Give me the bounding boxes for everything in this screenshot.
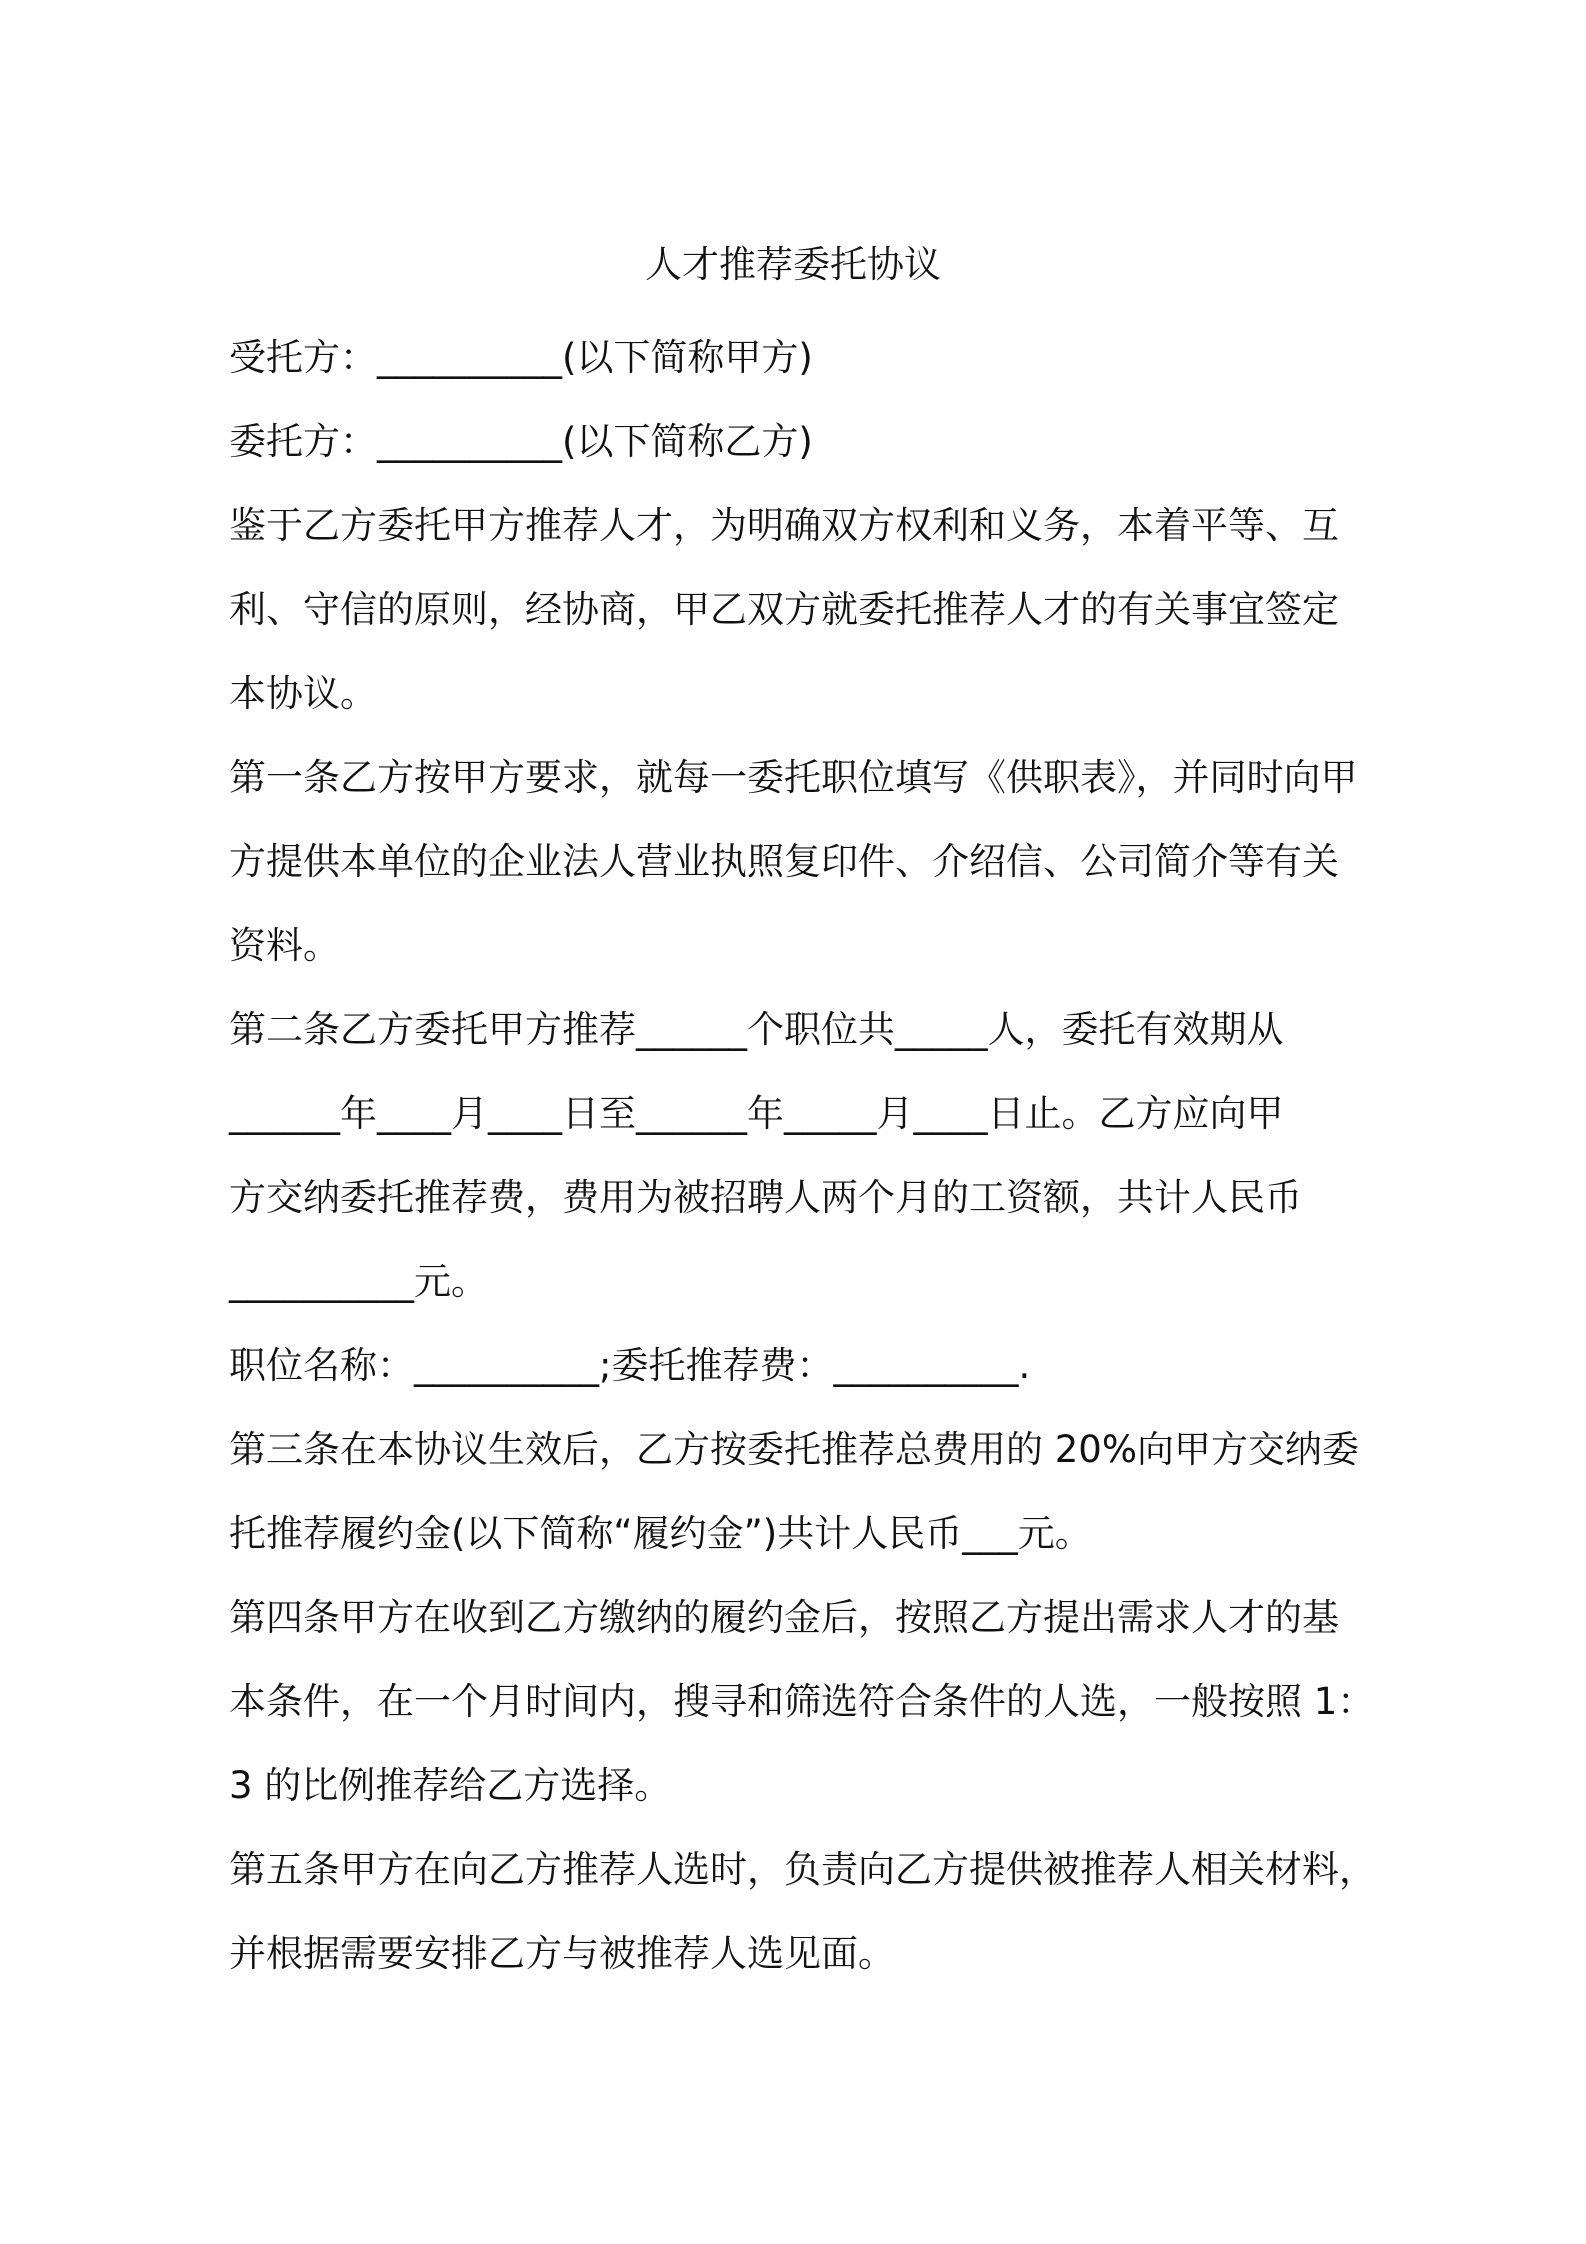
text-line: 利、守信的原则，经协商，甲乙双方就委托推荐人才的有关事宜签定 [229, 588, 1339, 631]
text-line: 第二条乙方委托甲方推荐______个职位共_____人，委托有效期从 [229, 1008, 1284, 1051]
text-line: 托推荐履约金(以下简称“履约金”)共计人民币___元。 [229, 1512, 1092, 1555]
text-line: 并根据需要安排乙方与被推荐人选见面。 [229, 1932, 895, 1975]
text-line: ______年____月____日至______年_____月____日止。乙方应向甲 [229, 1092, 1284, 1135]
text-line: 本协议。 [229, 672, 377, 715]
paragraph-position-fee [229, 1324, 1367, 1408]
text-line: 第五条甲方在向乙方推荐人选时，负责向乙方提供被推荐人相关材料， [229, 1848, 1376, 1891]
paragraph-preamble [229, 484, 1367, 736]
text-line: 第一条乙方按甲方要求，就每一委托职位填写《供职表》，并同时向甲 [229, 756, 1358, 799]
paragraph-article-3 [229, 1408, 1367, 1576]
text-line: 方交纳委托推荐费，费用为被招聘人两个月的工资额，共计人民币 [229, 1176, 1302, 1219]
paragraph-trustor [229, 400, 1367, 484]
paragraph-article-4 [229, 1576, 1375, 1828]
text-line: 第三条在本协议生效后，乙方按委托推荐总费用的 20%向甲方交纳委 [229, 1428, 1359, 1471]
paragraph-article-5 [229, 1828, 1376, 1996]
text-line: 受托方：__________(以下简称甲方) [229, 336, 813, 379]
document-body [229, 316, 1376, 1996]
text-line: 职位名称：__________;委托推荐费：__________. [229, 1344, 1031, 1387]
text-line: 第四条甲方在收到乙方缴纳的履约金后，按照乙方提出需求人才的基 [229, 1596, 1339, 1639]
text-line: 资料。 [229, 924, 340, 967]
paragraph-article-2 [229, 988, 1367, 1324]
text-line: 委托方：__________(以下简称乙方) [229, 420, 813, 463]
text-line: __________元。 [229, 1260, 488, 1303]
text-line: 本条件，在一个月时间内，搜寻和筛选符合条件的人选，一般按照 1： [229, 1680, 1375, 1723]
text-line: 鉴于乙方委托甲方推荐人才，为明确双方权利和义务，本着平等、互 [229, 504, 1339, 547]
text-line: 方提供本单位的企业法人营业执照复印件、介绍信、公司简介等有关 [229, 840, 1339, 883]
paragraph-trustee [229, 316, 1367, 400]
text-line: 3 的比例推荐给乙方选择。 [229, 1764, 672, 1807]
paragraph-article-1 [229, 736, 1367, 988]
document-title: 人才推荐委托协议 [645, 243, 941, 286]
